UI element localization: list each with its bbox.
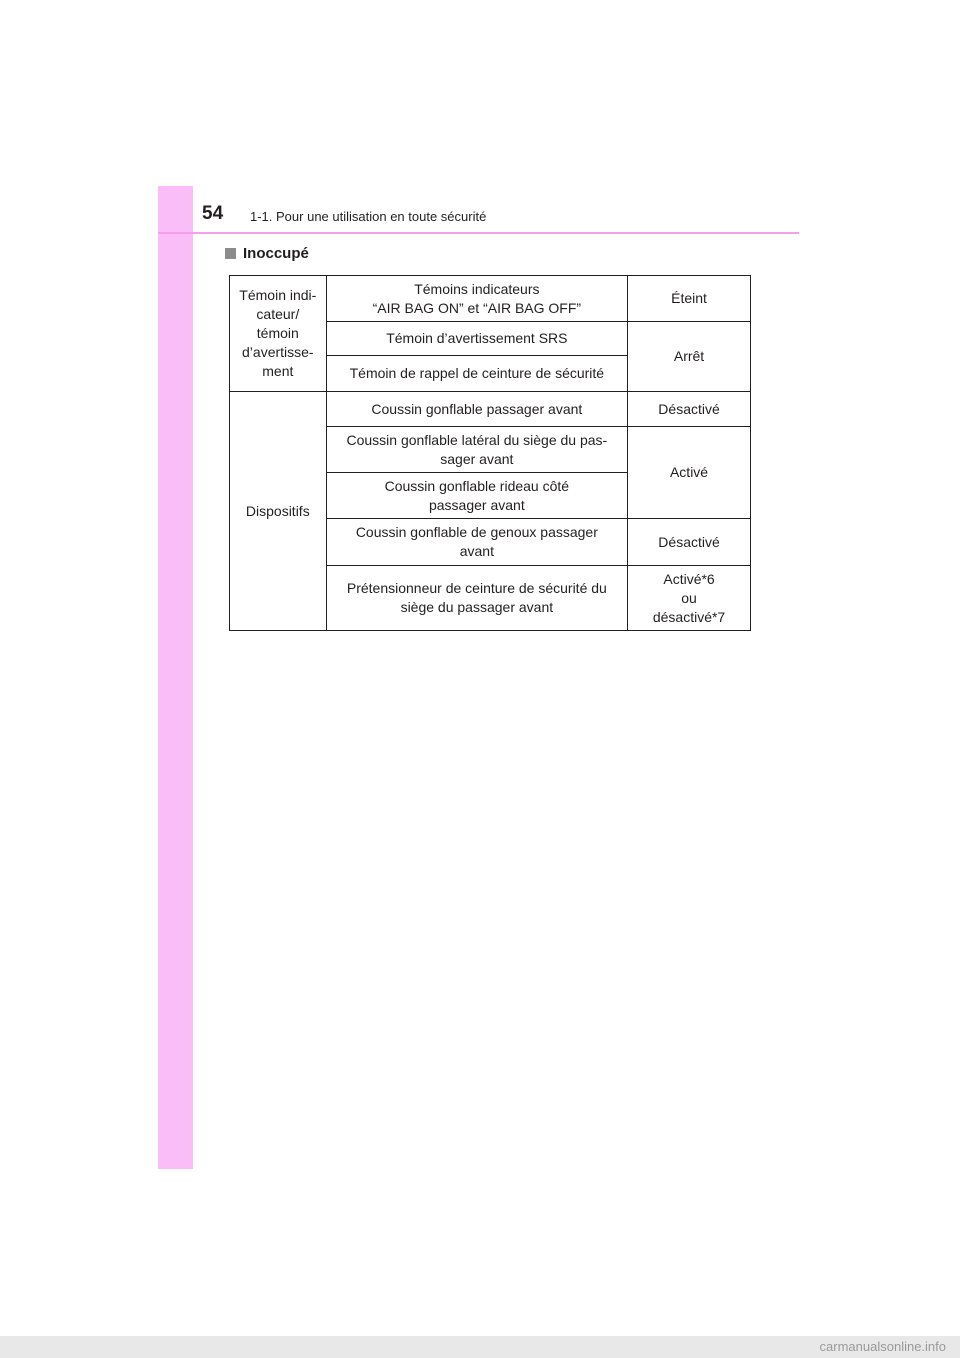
table-cell-state: Désactivé xyxy=(628,392,751,427)
table-cell-item: Coussin gonflable rideau côté passager avant xyxy=(326,473,627,519)
table-row xyxy=(230,392,751,427)
table-cell-item: Témoin d’avertissement SRS xyxy=(326,322,627,356)
table-row xyxy=(230,276,751,322)
square-bullet-icon xyxy=(225,248,236,259)
side-color-band xyxy=(158,186,193,1169)
table-cell-state: Activé*6 ou désactivé*7 xyxy=(628,566,751,631)
table-cell-item: Coussin gonflable de genoux passager avant xyxy=(326,519,627,566)
table-cell-item: Coussin gonflable latéral du siège du pas- sager avant xyxy=(326,427,627,473)
table-cell-item: Coussin gonflable passager avant xyxy=(326,392,627,427)
table-cell-item: Témoins indicateurs “AIR BAG ON” et “AIR BAG OFF” xyxy=(326,276,627,322)
footer-watermark[interactable]: carmanualsonline.info xyxy=(0,1336,960,1358)
header-rule xyxy=(158,232,799,234)
table-cell-state: Éteint xyxy=(628,276,751,322)
section-heading-text: Inoccupé xyxy=(243,244,309,262)
devices-group-label: Dispositifs xyxy=(230,392,327,631)
table-cell-item: Prétensionneur de ceinture de sécurité du siège du passager avant xyxy=(326,566,627,631)
status-table xyxy=(229,275,751,631)
section-heading xyxy=(225,242,309,264)
indicator-group-label: Témoin indi- cateur/ témoin d’avertisse- ment xyxy=(230,276,327,392)
table-cell-item: Témoin de rappel de ceinture de sécurité xyxy=(326,356,627,392)
table-cell-state: Arrêt xyxy=(628,322,751,392)
page-number: 54 xyxy=(202,203,224,224)
running-header: 1-1. Pour une utilisation en toute sécurité xyxy=(250,209,487,224)
table-cell-state: Désactivé xyxy=(628,519,751,566)
table-cell-state: Activé xyxy=(628,427,751,519)
